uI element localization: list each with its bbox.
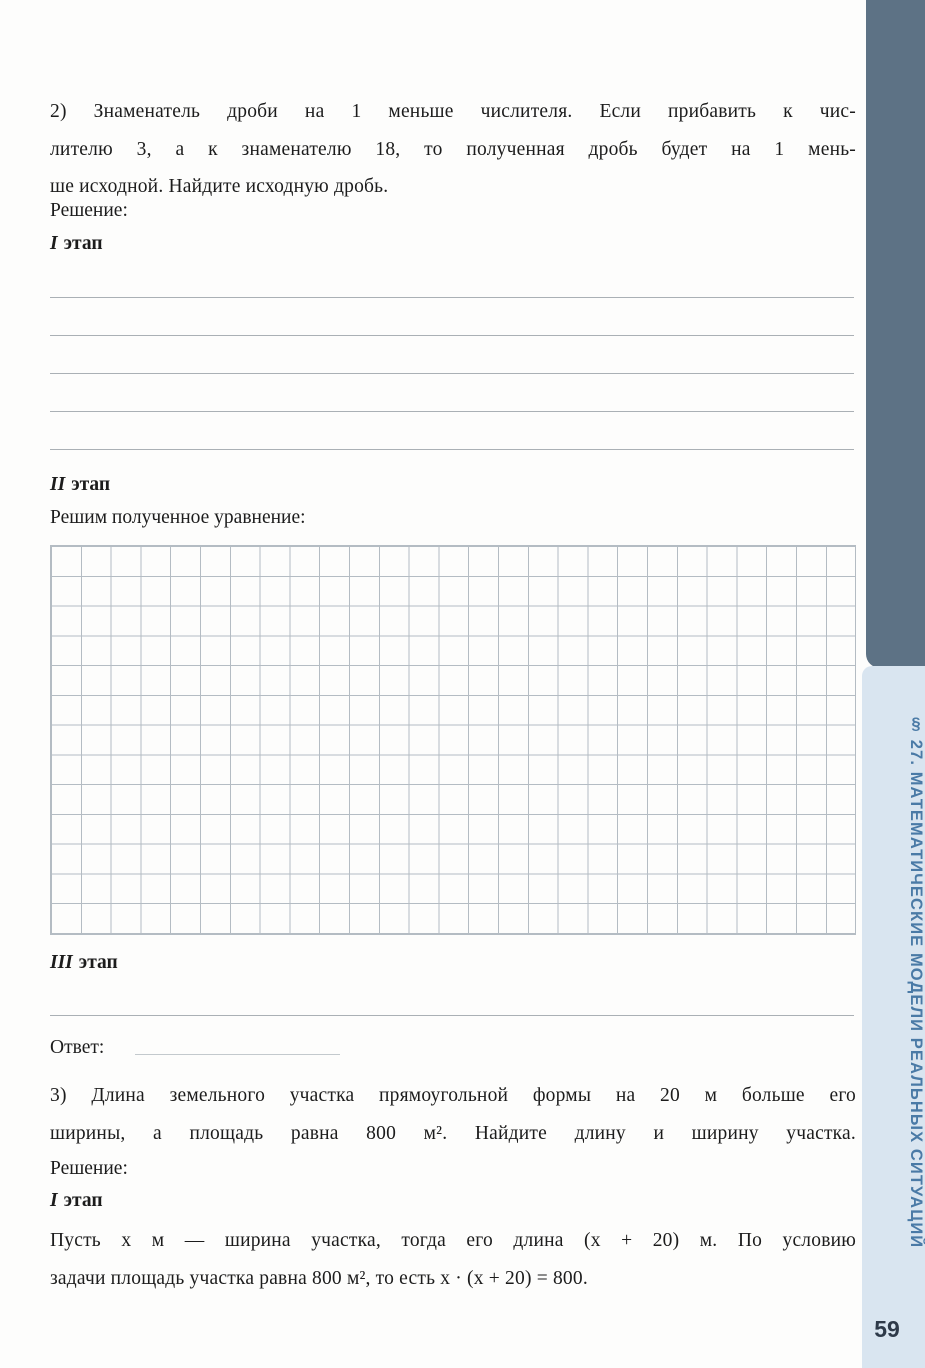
stage-roman-numeral: I	[50, 233, 58, 254]
stage-word: этап	[71, 474, 111, 495]
page-number: 59	[874, 1316, 900, 1342]
problem-3-solution-label: Решение:	[50, 1158, 128, 1179]
problem-2-stage-2-text: Решим полученное уравнение:	[50, 507, 306, 528]
problem-3-line: ширины, а площадь равна 800 м². Найдите длину и ширину участка.	[50, 1122, 856, 1144]
problem-2-stage-3-label	[50, 952, 118, 974]
stage-roman-numeral: I	[50, 1190, 58, 1211]
stage-word: этап	[63, 1190, 103, 1211]
problem-3-line: 3) Длина земельного участка прямоугольной формы на 20 м больше его	[50, 1085, 856, 1106]
writing-line	[50, 449, 854, 450]
writing-line	[50, 297, 854, 298]
chapter-rail-top	[866, 0, 925, 668]
stage-word: этап	[78, 952, 118, 973]
stage-roman-numeral: II	[50, 474, 66, 495]
stage-roman-numeral: III	[50, 952, 73, 973]
problem-3-solution-line: задачи площадь участка равна 800 м², то есть x · (x + 20) = 800.	[50, 1267, 588, 1289]
problem-2-answer-label: Ответ:	[50, 1037, 105, 1058]
writing-line	[50, 411, 854, 412]
problem-2-line: лителю 3, а к знаменателю 18, то полученная дробь будет на 1 мень-	[50, 138, 856, 160]
graph-paper-grid	[50, 545, 856, 935]
problem-2-solution-label: Решение:	[50, 200, 128, 221]
chapter-title-vertical: § 27. МАТЕМАТИЧЕСКИЕ МОДЕЛИ РЕАЛЬНЫХ СИТУАЦИЙ	[907, 715, 925, 1249]
problem-3-statement	[50, 1077, 856, 1152]
answer-line	[135, 1054, 340, 1055]
problem-2-line: 2) Знаменатель дроби на 1 меньше числителя. Если прибавить к чис-	[50, 101, 856, 122]
problem-3-solution-text	[50, 1222, 856, 1297]
problem-2-stage-1-label	[50, 233, 103, 255]
writing-line	[50, 1015, 854, 1016]
stage-word: этап	[63, 233, 103, 254]
problem-3-stage-1-label	[50, 1190, 103, 1212]
writing-line	[50, 335, 854, 336]
problem-2-statement	[50, 93, 856, 206]
problem-2-stage-2-label	[50, 474, 110, 496]
problem-2-line: ше исходной. Найдите исходную дробь.	[50, 176, 389, 197]
problem-3-solution-line: Пусть x м — ширина участка, тогда его длина (x + 20) м. По условию	[50, 1230, 856, 1251]
writing-line	[50, 373, 854, 374]
